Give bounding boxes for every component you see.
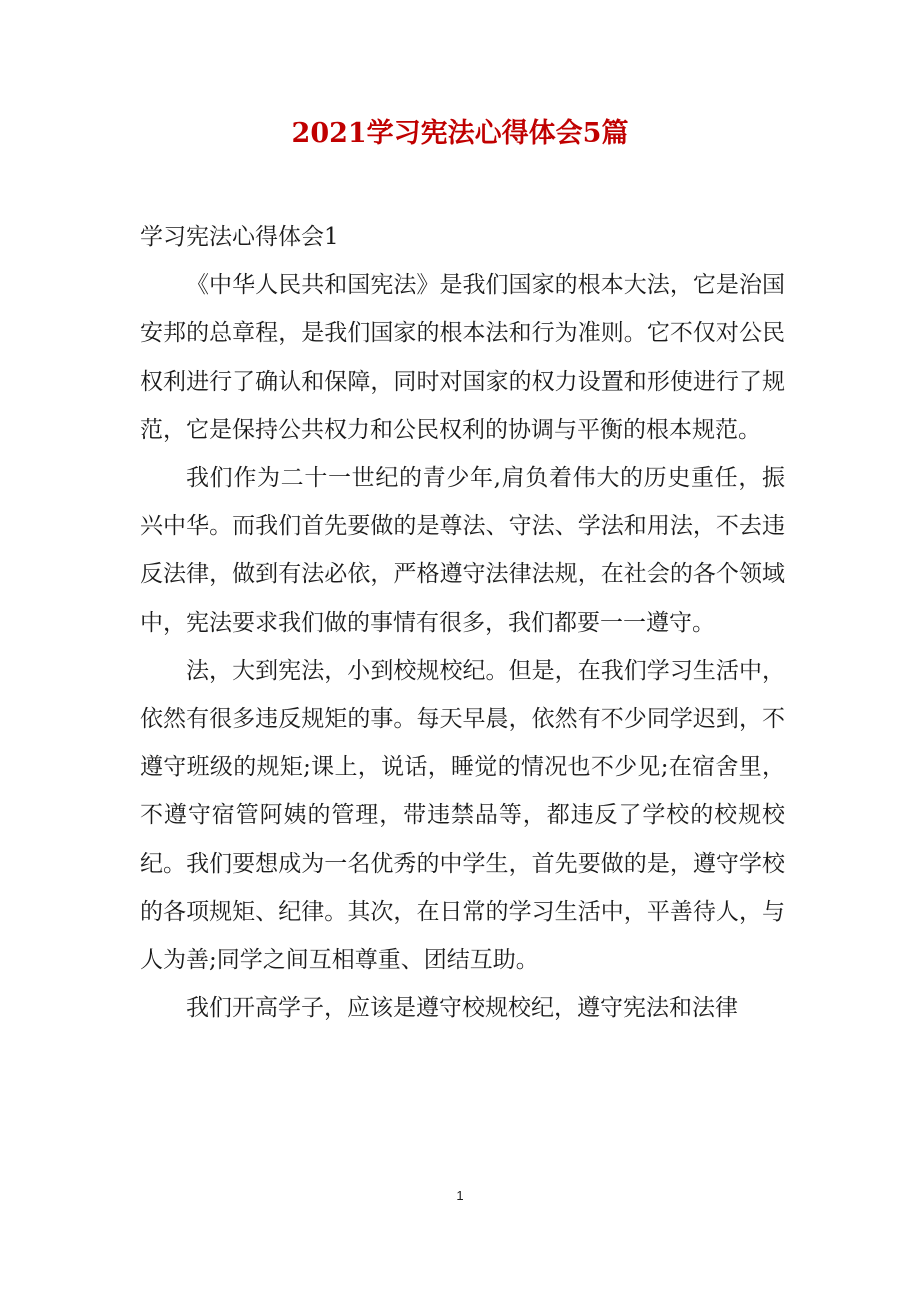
section-heading: 学习宪法心得体会1 — [140, 224, 339, 250]
document-body — [140, 213, 785, 1032]
paragraph-2: 我们作为二十一世纪的青少年,肩负着伟大的历史重任，振兴中华。而我们首先要做的是尊法、守法、学法和用法，不去违反法律，做到有法必依，严格遵守法律法规，在社会的各个领域中，宪法要求我们做的事情有很多，我们都要一一遵守。 — [140, 465, 785, 636]
paragraph-3: 法，大到宪法，小到校规校纪。但是，在我们学习生活中，依然有很多违反规矩的事。每天早晨，依然有不少同学迟到，不遵守班级的规矩;课上，说话，睡觉的情况也不少见;在宿舍里，不遵守宿管阿姨的管理，带违禁品等，都违反了学校的校规校纪。我们要想成为一名优秀的中学生，首先要做的是，遵守学校的各项规矩、纪律。其次，在日常的学习生活中，平善待人，与人为善;同学之间互相尊重、团结互助。 — [140, 657, 785, 974]
paragraph-1: 《中华人民共和国宪法》是我们国家的根本大法，它是治国安邦的总章程，是我们国家的根本法和行为准则。它不仅对公民权利进行了确认和保障，同时对国家的权力设置和形使进行了规范，它是保持公共权力和公民权利的协调与平衡的根本规范。 — [140, 272, 785, 443]
paragraph-4: 我们开高学子，应该是遵守校规校纪，遵守宪法和法律 — [186, 995, 738, 1022]
document-title: 2021学习宪法心得体会5篇 — [291, 118, 629, 149]
page-number: 1 — [456, 1188, 464, 1203]
